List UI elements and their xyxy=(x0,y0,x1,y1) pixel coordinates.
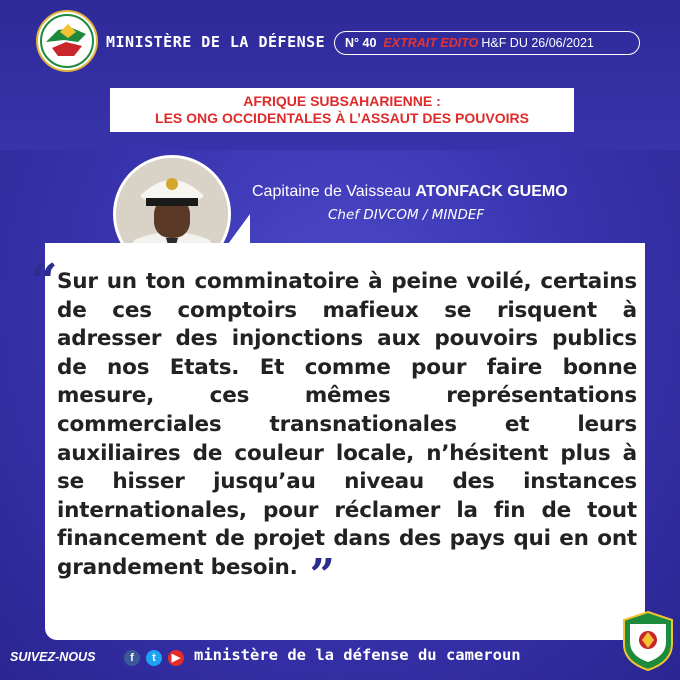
quote-open-mark: “ xyxy=(30,254,58,310)
headline-box xyxy=(110,88,574,132)
author-name xyxy=(252,183,568,201)
divcom-badge xyxy=(622,610,674,672)
author-surname: ATONFACK GUEMO xyxy=(415,183,568,200)
headline-line-2: LES ONG OCCIDENTALES À L’ASSAUT DES POUVOIRS xyxy=(155,110,529,126)
youtube-icon[interactable]: ▶ xyxy=(168,650,184,666)
quote-text-block xyxy=(57,268,637,601)
facebook-icon[interactable]: f xyxy=(124,650,140,666)
issue-extract-label: EXTRAIT EDITO xyxy=(383,36,479,50)
twitter-icon[interactable]: t xyxy=(146,650,162,666)
quote-close-mark: ” xyxy=(309,549,335,601)
quote-card-notch xyxy=(228,214,250,244)
footer-ministry-name: ministère de la défense du cameroun xyxy=(194,646,521,664)
headline-line-1: AFRIQUE SUBSAHARIENNE : xyxy=(243,93,441,109)
issue-source: H&F DU 26/06/2021 xyxy=(481,36,594,50)
author-rank: Capitaine de Vaisseau xyxy=(252,183,411,200)
issue-info-badge xyxy=(334,31,640,55)
author-role: Chef DIVCOM / MINDEF xyxy=(328,207,485,223)
quote-text: Sur un ton comminatoire à peine voilé, certains de ces comptoirs mafieux se risquent à adresser des injonctions aux pouvoirs publics de nos Etats. Et comme pour faire bonne mesure, ces mêmes représentations commerciales transnationales et leurs auxiliaires de couleur locale, n’hésitent plus à se hisser jusqu’au niveau des instances internationales, pour réclamer la fin de tout financement de projet dans des pays qui en ont grandement besoin. xyxy=(57,269,637,580)
ministry-title: MINISTÈRE DE LA DÉFENSE xyxy=(106,33,326,51)
ministry-logo xyxy=(36,10,98,72)
issue-number: N° 40 xyxy=(345,36,377,50)
follow-us-label: SUIVEZ-NOUS xyxy=(10,650,96,664)
